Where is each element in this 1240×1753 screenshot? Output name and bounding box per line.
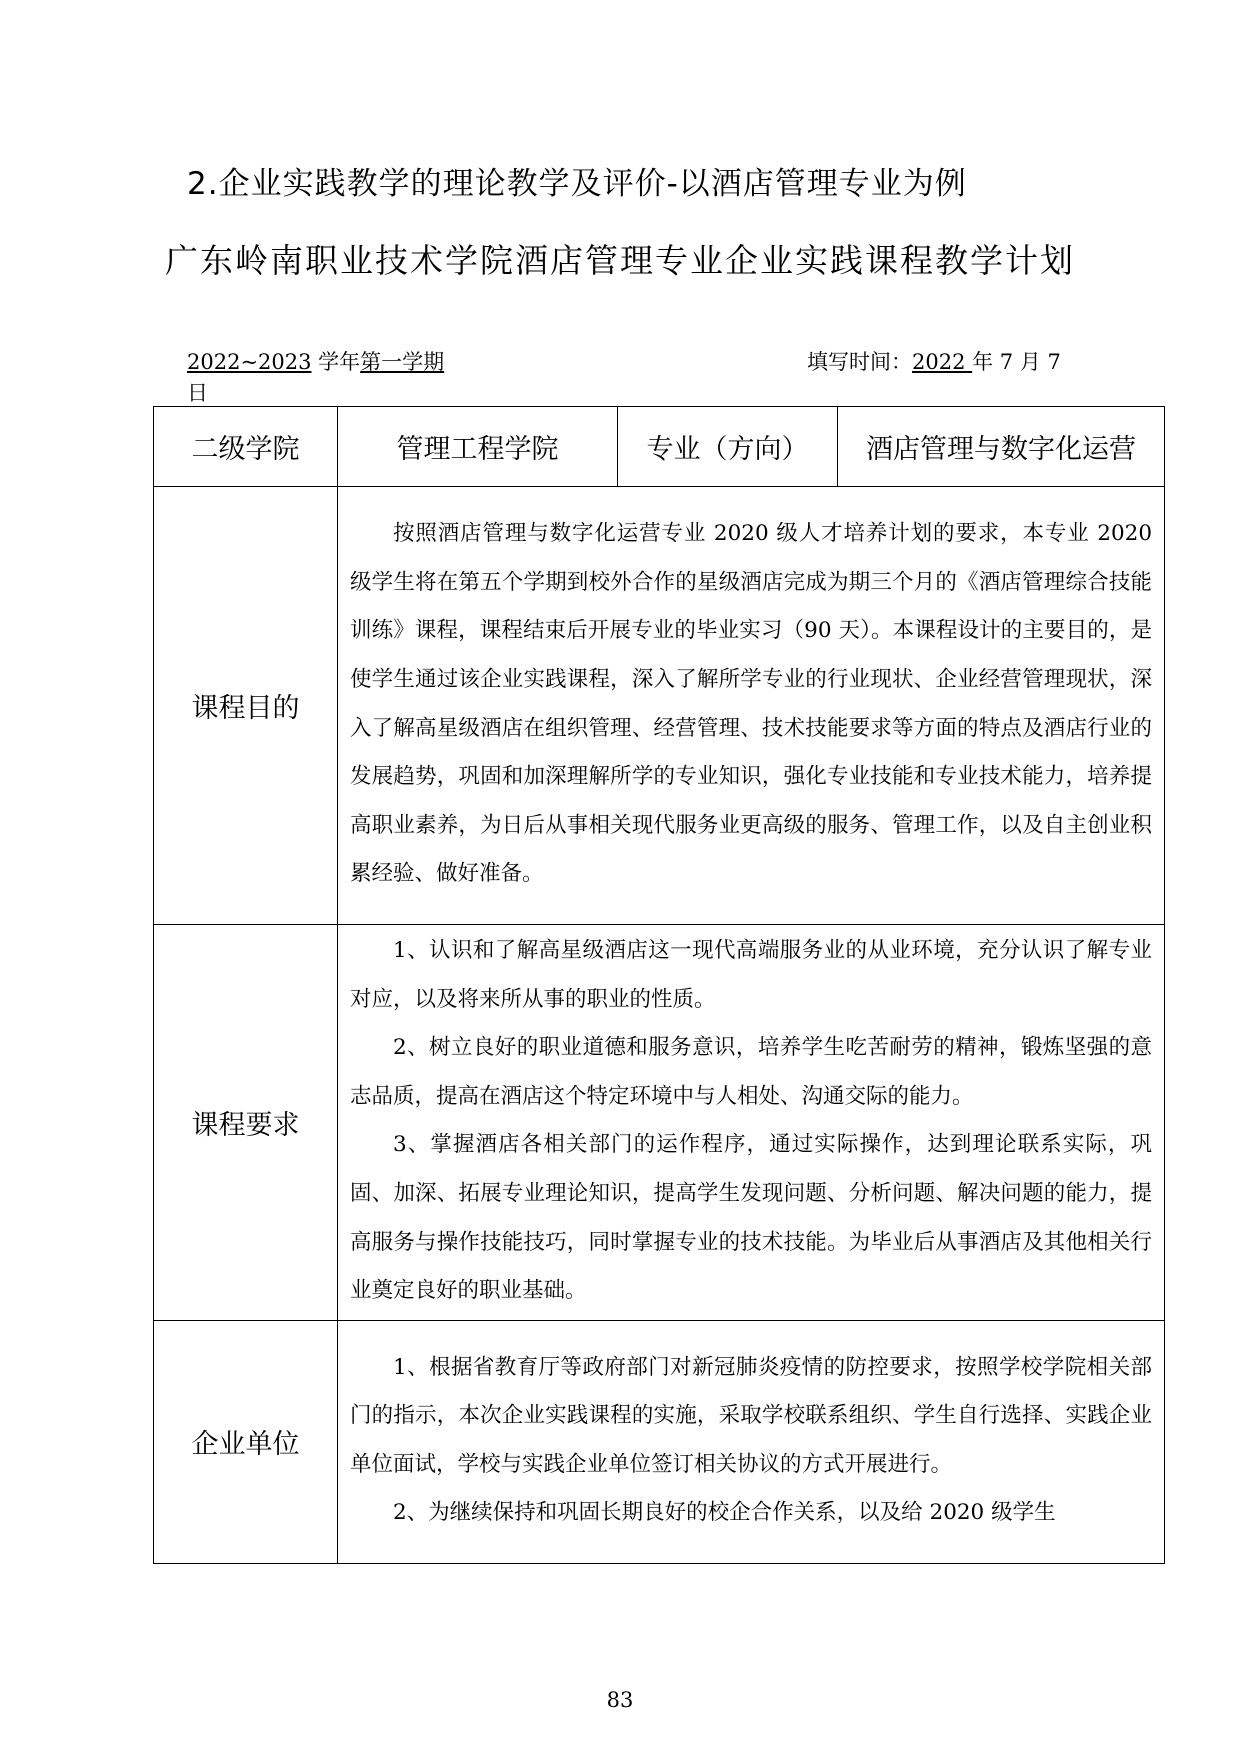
- fill-date-rest: 年 7 月 7: [972, 350, 1061, 374]
- fill-date-day: 日: [187, 381, 208, 405]
- page-number: 83: [606, 1688, 634, 1712]
- semester: 第一学期: [360, 350, 445, 374]
- row-label-enterprise-unit: 企业单位: [154, 1320, 338, 1563]
- college-label: 二级学院: [154, 407, 338, 487]
- fill-date: [807, 346, 1061, 376]
- table-header-row: [154, 407, 1165, 487]
- paragraph: 2、为继续保持和巩固长期良好的校企合作关系，以及给 2020 级学生: [393, 1500, 1056, 1526]
- paragraph: 1、根据省教育厅等政府部门对新冠肺炎疫情的防控要求，按照学校学院相关部门的指示，本次企业实践课程的实施，采取学校联系组织、学生自行选择、实践企业单位面试，学校与实践企业单位签订相关协议的方式开展进行。: [350, 1354, 1152, 1477]
- enterprise-unit-content: [338, 1320, 1165, 1563]
- document-title: 广东岭南职业技术学院酒店管理专业企业实践课程教学计划: [165, 241, 1075, 280]
- section-heading: 2.企业实践教学的理论教学及评价-以酒店管理专业为例: [187, 166, 967, 202]
- course-requirements-content: [338, 925, 1165, 1321]
- paragraph: 2、树立良好的职业道德和服务意识，培养学生吃苦耐劳的精神，锻炼坚强的意志品质，提高在酒店这个特定环境中与人相处、沟通交际的能力。: [350, 1035, 1152, 1109]
- table-row: [154, 487, 1165, 925]
- table-row: [154, 925, 1165, 1321]
- academic-year-suffix: 学年: [311, 350, 361, 374]
- paragraph: 1、认识和了解高星级酒店这一现代高端服务业的从业环境，充分认识了解专业对应，以及将来所从事的职业的性质。: [350, 938, 1152, 1012]
- paragraph: 按照酒店管理与数字化运营专业 2020 级人才培养计划的要求，本专业 2020 级学生将在第五个学期到校外合作的星级酒店完成为期三个月的《酒店管理综合技能训练》课程，课程结束后开展专业的毕业实习（90 天）。本课程设计的主要目的，是使学生通过该企业实践课程，深入了解所学专业的行业现状、企业经营管理现状，深入了解高星级酒店在组织管理、经营管理、技术技能要求等方面的特点及酒店行业的发展趋势，巩固和加深理解所学的专业知识，强化专业技能和专业技术能力，培养提高职业素养，为日后从事相关现代服务业更高级的服务、管理工作，以及自主创业积累经验、做好准备。: [350, 521, 1152, 887]
- course-purpose-content: [338, 487, 1165, 925]
- course-plan-table: [153, 406, 1165, 1564]
- row-label-course-requirements: 课程要求: [154, 925, 338, 1321]
- paragraph: 3、掌握酒店各相关部门的运作程序，通过实际操作，达到理论联系实际，巩固、加深、拓展专业理论知识，提高学生发现问题、分析问题、解决问题的能力，提高服务与操作技能技巧，同时掌握专业的技术技能。为毕业后从事酒店及其他相关行业奠定良好的职业基础。: [350, 1132, 1152, 1304]
- row-label-course-purpose: 课程目的: [154, 487, 338, 925]
- table-row: [154, 1320, 1165, 1563]
- academic-year: 2022~2023: [187, 350, 312, 374]
- major-label: 专业（方向）: [618, 407, 838, 487]
- academic-term: [187, 346, 444, 376]
- college-value: 管理工程学院: [338, 407, 618, 487]
- fill-date-year: 2022: [912, 350, 973, 374]
- fill-date-label: 填写时间：: [807, 350, 912, 374]
- major-value: 酒店管理与数字化运营: [838, 407, 1165, 487]
